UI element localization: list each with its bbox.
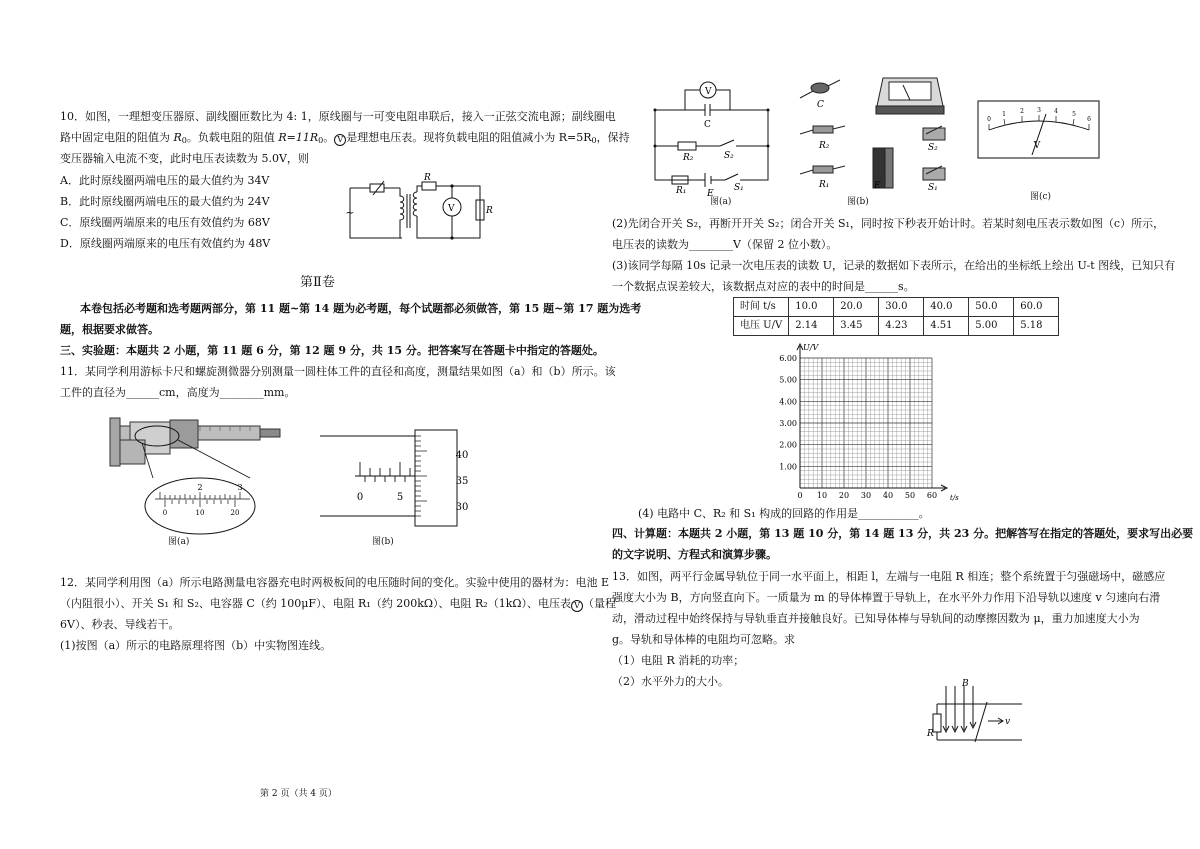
meter-tick-1: 1 — [1002, 111, 1006, 118]
table-cell: 2.14 — [789, 317, 834, 336]
section-ii-title: 第Ⅱ卷 — [300, 275, 335, 290]
calc-header-2: 的文字说明、方程式和演算步骤。 — [612, 548, 777, 561]
mic-thimble-tick-30: 30 — [455, 502, 469, 513]
meter-tick-2: 2 — [1020, 108, 1024, 115]
q12-part3-line2: 一个数据点误差较大，该数据点对应的表中的时间是______s。 — [612, 280, 915, 293]
voltage-time-table — [733, 297, 1059, 336]
section-ii-note-2: 题，根据要求做答。 — [60, 323, 159, 336]
circuit-label-e: E — [707, 189, 714, 199]
ac-source-symbol: ~ — [345, 206, 355, 219]
table-row — [734, 317, 1059, 336]
y-tick-label: 4.00 — [779, 397, 797, 407]
meter-tick-5: 5 — [1072, 111, 1076, 118]
x-tick-label: 30 — [860, 491, 872, 500]
q12-l2-text: （内阻很小）、开关 S₁ 和 S₂、电容器 C（约 100μF）、电阻 R₁（约 200kΩ）、电阻 R₂（1kΩ）、电压表 — [60, 597, 572, 610]
mic-sleeve-tick-0: 0 — [356, 492, 364, 503]
page-footer: 第 2 页（共 4 页） — [260, 789, 337, 799]
experiment-header: 三、实验题：本题共 2 小题，第 11 题 6 分，第 12 题 9 分，共 15 分。把答案写在答题卡中指定的答题处。 — [60, 344, 604, 357]
voltmeter-symbol: V — [334, 134, 346, 146]
voltmeter-face-figure — [977, 100, 1102, 160]
y-tick-label: 5.00 — [779, 375, 797, 385]
circuit-label-r2: R₂ — [683, 153, 694, 163]
circuit-label-s1: S₁ — [734, 183, 744, 193]
q10-line1: 10．如图，一理想变压器原、副线圈匝数比为 4: 1，原线圈与一可变电阻串联后，接入一正弦交流电源；副线圈电 — [60, 110, 616, 123]
rail-magnetic-field-figure — [922, 676, 1032, 751]
q10-option-d: D．原线圈两端原来的电压有效值约为 48V — [60, 237, 271, 250]
q12-line2 — [60, 598, 616, 612]
meter-v-label: V — [1033, 141, 1041, 151]
q12-part3-line1: (3)该同学每隔 10s 记录一次电压表的读数 U，记录的数据如下表所示，在给出的坐标纸上绘出 U-t 图线，已知只有 — [612, 259, 1176, 272]
q10-r0: R — [173, 131, 182, 144]
meter-tick-4: 4 — [1054, 108, 1058, 115]
q10-l2-tail2: ，保持 — [596, 131, 630, 144]
mic-sleeve-tick-5: 5 — [396, 492, 404, 503]
part-label-s2: S₂ — [928, 143, 938, 153]
q12-part4: (4) 电路中 C、R₂ 和 S₁ 构成的回路的作用是___________。 — [638, 507, 930, 520]
x-tick-label: 50 — [904, 491, 916, 500]
y-tick-label: 6.00 — [779, 354, 797, 363]
transformer-circuit-figure — [340, 173, 493, 246]
part-label-e: E — [874, 181, 881, 191]
circuit-label-v: V — [705, 87, 712, 97]
table-cell: 4.23 — [879, 317, 924, 336]
q10-l2-pre: 路中固定电阻的阻值为 — [60, 131, 174, 144]
circuit-label-r1: R₁ — [676, 186, 687, 196]
y-tick-labels — [779, 354, 797, 471]
q13-line4: g。导轨和导体棒的电阻均可忽略。求 — [612, 633, 796, 646]
table-head-time: 时间 t/s — [734, 298, 789, 317]
label-velocity: v — [1005, 717, 1011, 727]
apparatus-parts-figure — [795, 68, 970, 193]
x-tick-label: 10 — [816, 491, 828, 500]
q13-sub2: （2）水平外力的大小。 — [612, 675, 729, 688]
y-tick-label: 3.00 — [779, 419, 797, 428]
q12-fig-c-caption: 图(c) — [1030, 192, 1052, 202]
q12-line3: 6V）、秒表、导线若干。 — [60, 618, 180, 631]
x-tick-label: 60 — [926, 491, 938, 500]
q10-line3: 变压器输入电流不变，此时电压表读数为 5.0V，则 — [60, 152, 309, 165]
part-label-r1: R₁ — [819, 180, 830, 190]
label-v: V — [448, 204, 455, 214]
y-axis-label: U/V — [803, 343, 819, 352]
part-label-s1: S₁ — [928, 183, 938, 193]
q12-part1: (1)按图（a）所示的电路原理将图（b）中实物图连线。 — [60, 639, 332, 652]
u-t-graph-paper — [760, 338, 965, 503]
y-tick-label: 1.00 — [779, 462, 797, 472]
x-tick-labels — [797, 491, 937, 500]
graph-axes — [797, 344, 947, 491]
table-cell: 60.0 — [1014, 298, 1059, 317]
table-cell: 50.0 — [969, 298, 1014, 317]
q11-line1: 11．某同学利用游标卡尺和螺旋测微器分别测量一圆柱体工件的直径和高度，测量结果如图（a）和（b）所示。该 — [60, 365, 616, 378]
meter-tick-0: 0 — [987, 116, 991, 123]
q10-eq: R=11R — [278, 131, 319, 144]
circuit-label-c: C — [704, 120, 711, 130]
table-cell: 10.0 — [789, 298, 834, 317]
q13-line1: 13．如图，两平行金属导轨位于同一水平面上，相距 l，左端与一电阻 R 相连；整个系统置于匀强磁场中，磁感应 — [612, 570, 1166, 583]
q10-line2: 路中固定电阻的阻值为 $R_0$。负载电阻的阻值 $R=11R_0$。 V 是理想电压表。现将负载电阻的阻值减小为 $R=5R_0$，保持 — [60, 131, 630, 145]
x-axis-label: t/s — [950, 494, 959, 502]
q12-part2-line2: 电压表的读数为________V（保留 2 位小数）。 — [612, 238, 838, 251]
q10-l2-post: 。 — [323, 131, 335, 144]
caliper-main-tick-2: 2 — [197, 483, 203, 492]
q11-line2: 工件的直径为______cm，高度为________mm。 — [60, 386, 296, 399]
mic-thimble-tick-40: 40 — [455, 450, 469, 461]
q12-part2-line1: (2)先闭合开关 S₂，再断开开关 S₂；闭合开关 S₁，同时按下秒表开始计时。若某时刻电压表示数如图（c）所示， — [612, 217, 1165, 230]
table-cell: 30.0 — [879, 298, 924, 317]
q10-l2-tail: 是理想电压表。现将负载电阻的阻值减小为 R=5R — [346, 131, 592, 144]
caliper-vernier-tick-20: 20 — [230, 509, 240, 517]
label-r-rail: R — [927, 729, 934, 739]
table-cell: 5.18 — [1014, 317, 1059, 336]
calc-header-1: 四、计算题：本题共 2 小题，第 13 题 10 分，第 14 题 13 分，共 23 分。把解答写在指定的答题处，要求写出必要 — [612, 527, 1194, 540]
circuit-label-s2: S₂ — [724, 151, 734, 161]
meter-tick-6: 6 — [1087, 116, 1091, 123]
meter-tick-3: 3 — [1037, 107, 1041, 114]
voltmeter-symbol-2: V — [571, 600, 583, 612]
label-r0: R — [424, 173, 431, 183]
table-head-voltage: 电压 U/V — [734, 317, 789, 336]
table-cell: 4.51 — [924, 317, 969, 336]
caliper-main-tick-3: 3 — [237, 483, 243, 492]
table-cell: 40.0 — [924, 298, 969, 317]
q12-line1: 12．某同学利用图（a）所示电路测量电容器充电时两极板间的电压随时间的变化。实验中使用的器材为：电池 E — [60, 576, 610, 589]
q12-l2-tail: （量程 — [583, 597, 617, 610]
part-label-r2: R₂ — [819, 141, 830, 151]
graph-grid — [800, 358, 932, 488]
q12-fig-a-caption: 图(a) — [710, 197, 732, 207]
vernier-caliper-figure — [100, 412, 290, 537]
mic-thimble-tick-35: 35 — [455, 476, 469, 487]
caliper-vernier-tick-10: 10 — [195, 509, 205, 517]
q10-option-a: A．此时原线圈两端电压的最大值约为 34V — [60, 174, 270, 187]
q13-sub1: （1）电阻 R 消耗的功率； — [612, 654, 745, 667]
q11-fig-a-caption: 图(a) — [168, 537, 190, 547]
q10-l2-mid: 。负载电阻的阻值 — [186, 131, 279, 144]
label-r: R — [486, 206, 493, 216]
part-label-c: C — [817, 100, 824, 110]
micrometer-figure — [315, 430, 485, 526]
table-cell: 3.45 — [834, 317, 879, 336]
q13-line3: 动，滑动过程中始终保持与导轨垂直并接触良好。已知导体棒与导轨间的动摩擦因数为 μ，重力加速度大小为 — [612, 612, 1140, 625]
table-row — [734, 298, 1059, 317]
x-tick-label: 20 — [838, 491, 850, 500]
capacitor-circuit-figure — [650, 80, 775, 200]
q13-line2: 强度大小为 B，方向竖直向下。一质量为 m 的导体棒置于导轨上，在水平外力作用下沿导轨以速度 v 匀速向右滑 — [612, 591, 1161, 604]
label-b: B — [962, 679, 969, 689]
x-tick-label: 40 — [882, 491, 894, 500]
table-cell: 5.00 — [969, 317, 1014, 336]
q12-fig-b-caption: 图(b) — [847, 197, 869, 207]
y-tick-label: 2.00 — [779, 440, 797, 450]
q10-option-b: B．此时原线圈两端电压的最大值约为 24V — [60, 195, 270, 208]
caliper-vernier-tick-0: 0 — [162, 509, 168, 517]
section-ii-note-1: 本卷包括必考题和选考题两部分，第 11 题~第 14 题为必考题，每个试题都必须做答，第 15 题~第 17 题为选考 — [80, 302, 642, 315]
q11-fig-b-caption: 图(b) — [372, 537, 394, 547]
q10-option-c: C．原线圈两端原来的电压有效值约为 68V — [60, 216, 270, 229]
x-tick-label: 0 — [797, 491, 803, 500]
table-cell: 20.0 — [834, 298, 879, 317]
